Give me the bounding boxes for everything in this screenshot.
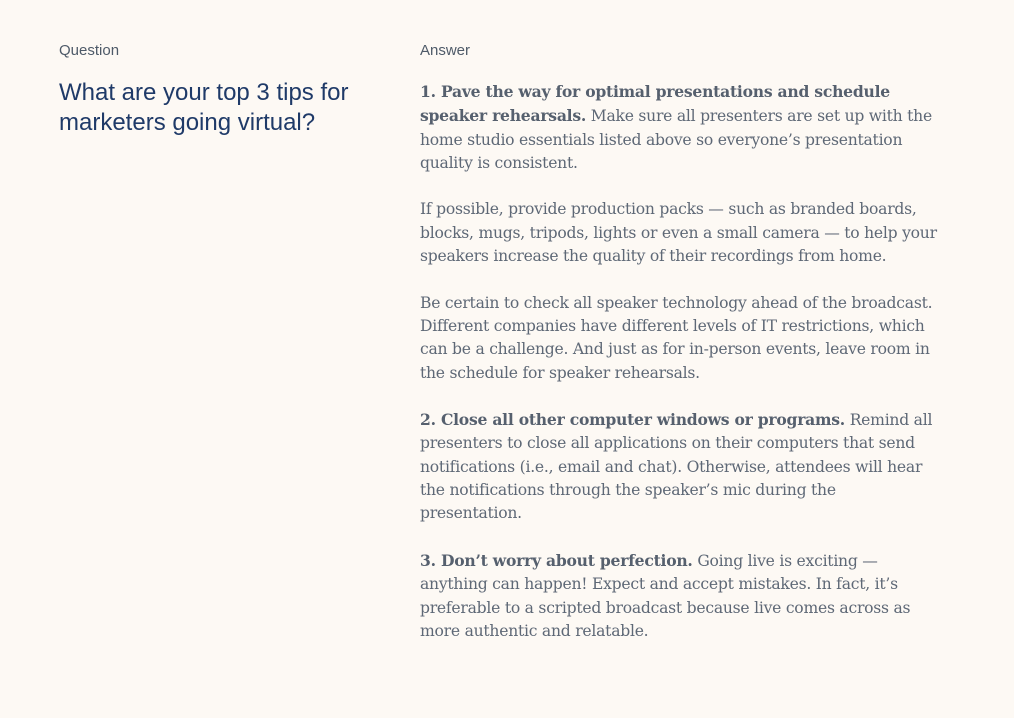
answer-label: Answer <box>420 42 471 59</box>
tip-2-body: Remind all presenters to close all applications on their computers that send notifications (i.e., email and chat). Otherwise, attendees will hear the notifications through the speaker’s mic during the presentation. <box>420 411 933 523</box>
tip-1-paragraph-3: Be certain to check all speaker technology ahead of the broadcast. Different companies have different levels of IT restrictions, which can be a challenge. And just as for in-person events, leave room in the schedule for speaker rehearsals. <box>420 293 933 382</box>
tip-3-heading: 3. Don’t worry about perfection. <box>420 550 693 570</box>
tip-1-paragraph <box>420 80 940 175</box>
question-label: Question <box>59 42 120 59</box>
tip-2-paragraph <box>420 408 940 525</box>
tip-1-heading: 1. Pave the way for optimal presentations and schedule speaker rehearsals. <box>420 82 890 126</box>
question-text: What are your top 3 tips for marketers going virtual? <box>59 79 349 136</box>
tip-1-paragraph-2: If possible, provide production packs — such as branded boards, blocks, mugs, tripods, lights or even a small camera — to help your speakers increase the quality of their recordings from home. <box>420 200 937 266</box>
tip-3-body: Going live is exciting — anything can happen! Expect and accept mistakes. In fact, it’s preferable to a scripted broadcast because live comes across as more authentic and relatable. <box>420 551 911 640</box>
tip-1-body: Make sure all presenters are set up with the home studio essentials listed above so everyone’s presentation quality is consistent. <box>420 107 932 172</box>
answer-body <box>420 80 940 666</box>
tip-2-heading: 2. Close all other computer windows or programs. <box>420 410 845 430</box>
tip-3-paragraph <box>420 549 940 643</box>
